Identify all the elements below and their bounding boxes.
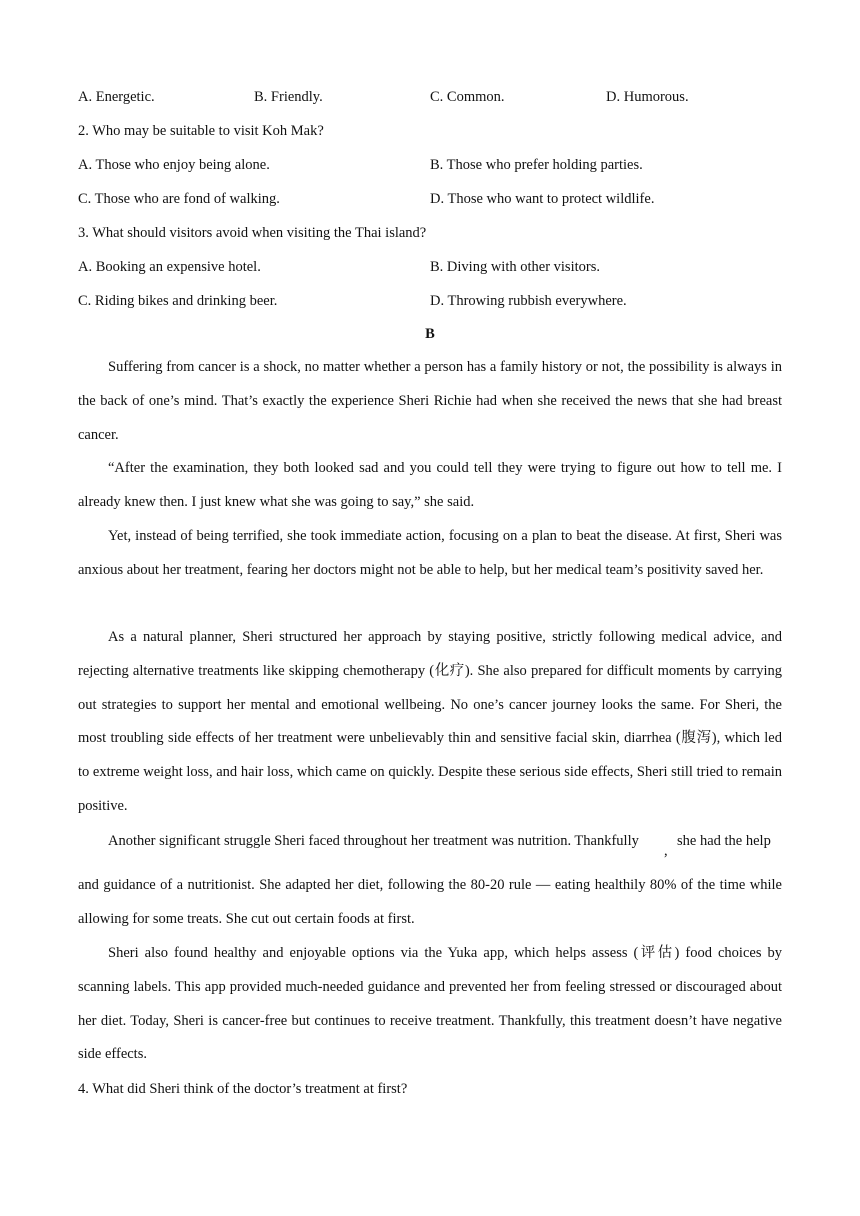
q1-option-d: D. Humorous. [606, 89, 689, 105]
passage-paragraph-6: Sheri also found healthy and enjoyable options via the Yuka app, which helps assess (评估) food choices by scanning labels. This app provided much-needed guidance and prevented her from feeling stressed or discouraged about her diet. Today, Sheri is cancer-free but continues to receive treatment. Thankfully, this treatment doesn’t have negative side effects. [78, 945, 782, 1063]
passage-paragraph-5-end: she had the help [677, 833, 771, 849]
passage-paragraph-5-start: Another significant struggle Sheri faced throughout her treatment was nutrition. Thankfully [108, 833, 639, 849]
q2-option-b: B. Those who prefer holding parties. [430, 157, 643, 173]
q2-option-d: D. Those who want to protect wildlife. [430, 191, 655, 207]
q3-question: 3. What should visitors avoid when visiting the Thai island? [78, 225, 427, 241]
q2-option-a: A. Those who enjoy being alone. [78, 157, 270, 173]
q3-option-b: B. Diving with other visitors. [430, 259, 600, 275]
passage-paragraph-2: “After the examination, they both looked sad and you could tell they were trying to figure out how to tell me. I already knew then. I just knew what she was going to say,” she said. [78, 460, 782, 510]
q2-question: 2. Who may be suitable to visit Koh Mak? [78, 123, 324, 139]
q3-option-d: D. Throwing rubbish everywhere. [430, 293, 627, 309]
q4-question: 4. What did Sheri think of the doctor’s treatment at first? [78, 1081, 408, 1097]
passage-paragraph-4: As a natural planner, Sheri structured her approach by staying positive, strictly following medical advice, and rejecting alternative treatments like skipping chemotherapy (化疗). She also prepared for difficult moments by carrying out strategies to support her mental and emotional wellbeing. No one’s cancer journey looks the same. For Sheri, the most troubling side effects of her treatment were unbelievably thin and sensitive facial skin, diarrhea (腹泻), which led to extreme weight loss, and hair loss, which came on quickly. Despite these serious side effects, Sheri still tried to remain positive. [78, 629, 782, 814]
passage-paragraph-1: Suffering from cancer is a shock, no matter whether a person has a family history or not, the possibility is always in the back of one’s mind. That’s exactly the experience Sheri Richie had when she received the news that she had breast cancer. [78, 359, 782, 443]
passage-stray-comma: , [664, 843, 668, 859]
q3-option-a: A. Booking an expensive hotel. [78, 259, 261, 275]
q2-option-c: C. Those who are fond of walking. [78, 191, 280, 207]
section-heading: B [425, 326, 435, 342]
q3-option-c: C. Riding bikes and drinking beer. [78, 293, 278, 309]
passage-paragraph-3: Yet, instead of being terrified, she took immediate action, focusing on a plan to beat the disease. At first, Sheri was anxious about her treatment, fearing her doctors might not be able to help, but her medical team’s positivity saved her. [78, 528, 782, 578]
q1-option-c: C. Common. [430, 89, 505, 105]
q1-option-a: A. Energetic. [78, 89, 155, 105]
passage-paragraph-5-cont: and guidance of a nutritionist. She adapted her diet, following the 80-20 rule — eating healthily 80% of the time while allowing for some treats. She cut out certain foods at first. [78, 877, 782, 927]
q1-option-b: B. Friendly. [254, 89, 323, 105]
